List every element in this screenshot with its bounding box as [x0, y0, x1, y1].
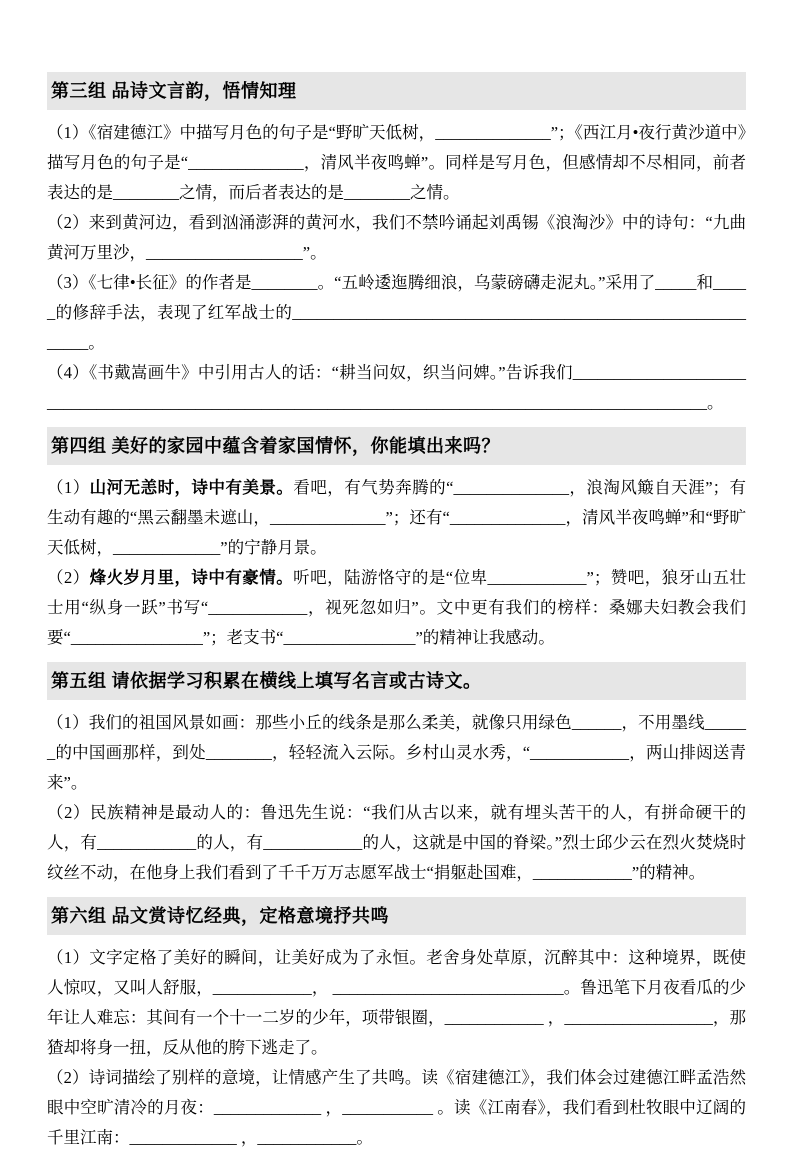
item-text: 诗词描绘了别样的意境，让情感产生了共鸣。读《宿建德江》，我们体会过建德江畔孟浩然眼中空旷清冷的月夜：_____________ ，___________ 。读《江南春》，我们看到杜牧眼中辽阔的千里江南：_____________ ，____________。 [47, 1068, 747, 1147]
item-text: 我们的祖国风景如画：那些小丘的线条是那么柔美，就像只用绿色______，不用墨线______的中国画那样，到处________，轻轻流入云际。乡村山灵水秀，“____________，两山排闼送青来”。 [47, 713, 747, 792]
item-text: 看吧，有气势奔腾的“______________，浪淘风簸自天涯”；有生动有趣的“黑云翻墨未遮山，______________”；还有“______________，清风半夜鸣蝉”和“野旷天低树，_____________”的宁静月景。 [47, 478, 746, 557]
item-bold-lead: 山河无恙时，诗中有美景。 [89, 478, 294, 497]
item-number: （4） [47, 363, 89, 382]
item-number: （3） [47, 273, 89, 292]
item-text: 《宿建德江》中描写月色的句子是“野旷天低树，______________”；《西江月•夜行黄沙道中》描写月色的句子是“______________，清风半夜鸣蝉”。同样是写月色，但感情却不尽相同，前者表达的是________之情，而后者表达的是________之情。 [47, 123, 746, 202]
section-5-item-2 [47, 798, 746, 888]
item-number: （1） [47, 713, 89, 732]
section-group-4 [47, 427, 746, 653]
section-3-item-3 [47, 268, 746, 358]
item-number: （2） [47, 1068, 89, 1087]
item-number: （2） [47, 803, 90, 822]
section-group-3 [47, 72, 746, 418]
section-6-item-1 [47, 943, 746, 1063]
section-group-6 [47, 897, 746, 1153]
section-5-title: 第五组 请依据学习积累在横线上填写名言或古诗文。 [51, 671, 482, 691]
item-number: （2） [47, 568, 90, 587]
item-bold-lead: 烽火岁月里，诗中有豪情。 [89, 568, 294, 587]
item-number: （1） [47, 478, 90, 497]
section-4-title: 第四组 美好的家园中蕴含着家国情怀，你能填出来吗？ [51, 436, 500, 456]
item-text: 文字定格了美好的瞬间，让美好成为了永恒。老舍身处草原，沉醉其中：这种境界，既使人惊叹，又叫人舒服，____________， ____________________________。鲁迅笔下月夜看瓜的少年让人难忘：其间有一个十一二岁的少年，项带银圈，____________ ，__________________，那猹却将身一扭，反从他的胯下逃走了。 [47, 948, 747, 1057]
item-text: 《七律•长征》的作者是________。“五岭逶迤腾细浪，乌蒙磅礴走泥丸。”采用了_____和_____的修辞手法，表现了红军战士的____________________________________________________________。 [47, 273, 746, 352]
section-3-item-1 [47, 118, 746, 208]
item-text: 听吧，陆游恪守的是“位卑____________”；赞吧，狼牙山五壮士用“纵身一跃”书写“____________，视死忽如归”。文中更有我们的榜样：桑娜夫妇教会我们要“________________”；老支书“________________”的精神让我感动。 [47, 568, 747, 647]
section-6-item-2 [47, 1063, 746, 1153]
section-6-header [47, 897, 746, 935]
section-3-header [47, 72, 746, 110]
item-text: 民族精神是最动人的：鲁迅先生说：“我们从古以来，就有埋头苦干的人，有拼命硬干的人，有____________的人，有____________的人，这就是中国的脊梁。”烈士邱少云在烈火焚烧时纹丝不动，在他身上我们看到了千千万万志愿军战士“捐躯赴国难，____________”的精神。 [47, 803, 747, 882]
section-4-header [47, 427, 746, 465]
section-3-item-2 [47, 208, 746, 268]
item-text: 来到黄河边，看到汹涌澎湃的黄河水，我们不禁吟诵起刘禹锡《浪淘沙》中的诗句：“九曲黄河万里沙，___________________”。 [47, 213, 747, 262]
item-text: 《书戴嵩画牛》中引用古人的话：“耕当问奴，织当问婢。”告诉我们_____________________________________________________________________________________________________。 [47, 363, 747, 412]
section-4-item-1 [47, 473, 746, 563]
section-5-header [47, 662, 746, 700]
section-3-item-4 [47, 358, 746, 418]
section-5-item-1 [47, 708, 746, 798]
section-4-item-2 [47, 563, 746, 653]
item-number: （1） [47, 123, 89, 142]
item-number: （1） [47, 948, 90, 967]
section-6-title: 第六组 品文赏诗忆经典，定格意境抒共鸣 [51, 906, 389, 926]
section-3-title: 第三组 品诗文言韵，悟情知理 [51, 81, 297, 101]
item-number: （2） [47, 213, 89, 232]
section-group-5 [47, 662, 746, 888]
